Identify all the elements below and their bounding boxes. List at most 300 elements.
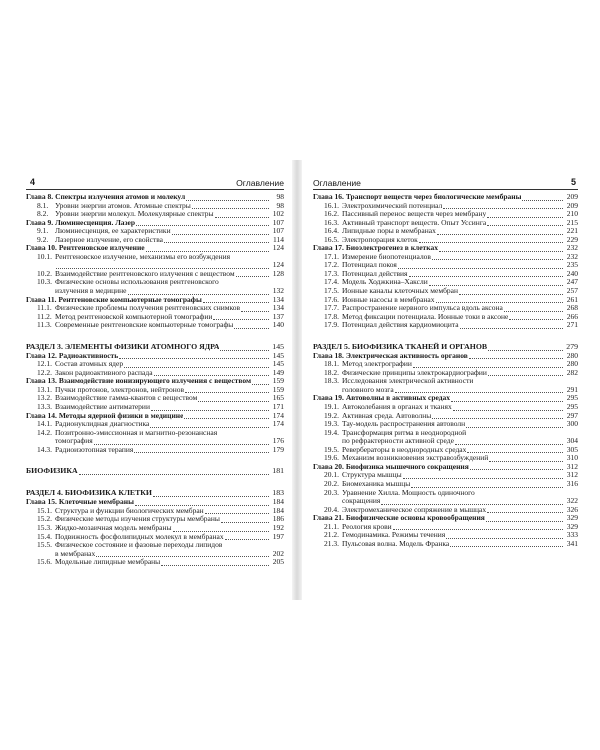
toc-chapter-number: Глава 15. (26, 498, 57, 507)
toc-section-title: Ионные насосы в мембранах (342, 295, 435, 304)
toc-page-number: 282 (566, 367, 578, 377)
toc-section-title: Метод электрографии (342, 360, 412, 369)
toc-section-continuation (313, 497, 578, 506)
toc-chapter (26, 412, 284, 421)
toc-section-number: 19.2. (324, 410, 339, 420)
toc-leader-dots (487, 224, 563, 226)
toc-section (26, 446, 284, 455)
toc-section-continuation (26, 437, 284, 446)
toc-page-number: 181 (272, 466, 284, 476)
toc-leader-dots (439, 250, 563, 252)
toc-chapter-number: Глава 16. (313, 193, 344, 201)
toc-page-number: 280 (566, 359, 578, 369)
toc-page-number: 305 (566, 444, 578, 454)
toc-section-number: 10.2. (37, 268, 52, 278)
toc-section (26, 429, 284, 438)
toc-section-number: 10.3. (37, 277, 52, 287)
toc-section (313, 523, 578, 532)
toc-part (313, 342, 578, 352)
toc-page-number: 137 (272, 311, 284, 321)
toc-section-title: Потенциал покоя (342, 261, 397, 270)
toc-page-number: 280 (566, 350, 578, 360)
toc-section-title: Физические проблемы получения рентгеновских снимков (55, 304, 241, 313)
toc-chapter-number: Глава 14. (26, 411, 57, 420)
toc-page-number: 240 (566, 268, 578, 278)
toc-section-title: Закон радиоактивного распада (55, 368, 153, 377)
toc-leader-dots (459, 293, 563, 295)
toc-leader-dots (192, 207, 269, 209)
toc-section-title: Модельные липидные мембраны (55, 558, 161, 567)
page-number: 4 (30, 177, 36, 187)
toc-page-number: 197 (272, 531, 284, 541)
toc-section-title-continued: в мембранах (55, 549, 96, 558)
toc-part-title: БИОФИЗИКА (26, 466, 78, 476)
toc-section (313, 454, 578, 463)
toc-leader-dots (393, 528, 563, 530)
toc-chapter-number: Глава 18. (313, 351, 344, 360)
toc-leader-dots (486, 520, 563, 522)
toc-section-number: 15.4. (37, 531, 52, 541)
toc-section-title: Автоколебания в органах и тканях (342, 403, 452, 412)
toc-leader-dots (153, 495, 269, 497)
toc-page-number: 145 (272, 350, 284, 360)
toc-section-number: 8.1. (37, 200, 49, 210)
toc-section (26, 369, 284, 378)
toc-section-number: 15.2. (37, 514, 52, 524)
toc-page-number: 295 (566, 393, 578, 403)
toc-part (26, 488, 284, 498)
toc-leader-dots (236, 275, 269, 277)
toc-leader-dots (198, 400, 269, 402)
toc-leader-dots (203, 301, 269, 303)
toc-section-number: 10.1. (37, 251, 52, 261)
toc-spacer (313, 330, 578, 342)
toc-section-title: Пучки протонов, электронов, нейтронов (55, 385, 185, 394)
toc-page-number: 124 (272, 260, 284, 270)
toc-section (313, 321, 578, 330)
toc-page-number: 107 (272, 226, 284, 236)
toc-section-number: 20.1. (324, 470, 339, 480)
toc-section-title: Структура мышцы (342, 471, 402, 480)
toc-page-number: 98 (276, 200, 284, 210)
toc-page-number: 159 (272, 376, 284, 386)
toc-leader-dots (119, 357, 269, 359)
toc-chapter-name: Автоволны в активных средах (345, 394, 451, 403)
toc-page-number: 326 (566, 504, 578, 514)
toc-section (313, 489, 578, 498)
toc-page-number: 310 (566, 453, 578, 463)
toc-page-number: 297 (566, 410, 578, 420)
toc-chapter-number: Глава 9. (26, 218, 54, 227)
toc-section-number: 9.2. (37, 234, 49, 244)
toc-leader-dots (443, 207, 563, 209)
toc-section-number: 14.1. (37, 419, 52, 429)
toc-section (313, 471, 578, 480)
toc-leader-dots (487, 216, 563, 218)
toc-section (313, 261, 578, 270)
toc-section (313, 446, 578, 455)
toc-leader-dots (154, 374, 269, 376)
toc-section-title: Уравнение Хилла. Мощность одиночного (342, 488, 475, 497)
toc-section (313, 287, 578, 296)
toc-leader-dots (488, 349, 563, 351)
toc-page-number: 209 (566, 192, 578, 201)
toc-section-title: Тау-модель распространения автоволн (342, 420, 466, 429)
toc-section-number: 15.5. (37, 540, 52, 550)
toc-page-number: 165 (272, 393, 284, 403)
toc-leader-dots (150, 426, 269, 428)
toc-section (313, 270, 578, 279)
page-header (26, 178, 284, 190)
toc-spacer (26, 454, 284, 466)
toc-chapter-name: Радиоактивность (58, 351, 119, 360)
toc-leader-dots (381, 503, 563, 505)
toc-section-number: 16.3. (324, 217, 339, 227)
toc-leader-dots (489, 460, 563, 462)
toc-page-number: 179 (272, 444, 284, 454)
toc-leader-dots (451, 400, 563, 402)
toc-section (313, 420, 578, 429)
toc-leader-dots (234, 327, 269, 329)
toc-section (313, 506, 578, 515)
toc-leader-dots (413, 366, 563, 368)
toc-page-number: 333 (566, 530, 578, 540)
toc-page-number: 102 (272, 209, 284, 219)
toc-page-number: 124 (272, 243, 284, 253)
toc-section-title: Потенциал действия (342, 269, 408, 278)
toc-leader-dots (398, 267, 563, 269)
toc-section (26, 394, 284, 403)
toc-leader-dots (128, 293, 269, 295)
toc-page-number: 192 (272, 522, 284, 532)
toc-section-number: 16.2. (324, 209, 339, 219)
toc-page-number: 312 (566, 470, 578, 480)
toc-chapter (26, 498, 284, 507)
toc-leader-dots (221, 521, 269, 523)
toc-section-title: Радионуклидная диагностика (55, 420, 150, 429)
toc-section (26, 386, 284, 395)
toc-section-title: Гемодинамика. Режимы течения (342, 531, 446, 540)
toc-leader-dots (186, 199, 269, 201)
toc-page-number: 221 (566, 226, 578, 236)
toc-section (26, 420, 284, 429)
toc-chapter (26, 296, 284, 305)
toc-section (313, 296, 578, 305)
toc-page-number: 98 (276, 192, 284, 201)
toc-section-number: 16.4. (324, 226, 339, 236)
toc-section-title: Лазерное излучение, его свойства (55, 235, 163, 244)
toc-leader-dots (487, 511, 563, 513)
toc-chapter-number: Глава 12. (26, 351, 57, 360)
toc-section (26, 304, 284, 313)
toc-chapter-number: Глава 19. (313, 394, 344, 403)
toc-section (26, 533, 284, 542)
toc-section-title: Пассивный перенос веществ через мембрану (342, 210, 487, 219)
toc-leader-dots (470, 468, 563, 470)
toc-section-title: Распространение нервного импульса вдоль аксона (342, 304, 503, 313)
toc-section (26, 321, 284, 330)
toc-section-number: 15.1. (37, 505, 52, 515)
toc-section (313, 227, 578, 236)
toc-page-number: 329 (566, 513, 578, 523)
toc-section (26, 278, 284, 287)
toc-part (26, 342, 284, 352)
toc-chapter-name: Биофизика мышечного сокращения (345, 462, 469, 471)
toc-page-number: 295 (566, 402, 578, 412)
toc-chapter-number: Глава 21. (313, 514, 344, 523)
toc-section (26, 507, 284, 516)
toc-page-number: 232 (566, 243, 578, 253)
toc-page-number: 184 (272, 497, 284, 507)
toc-section-title: Люминесценция, ее характеристики (55, 227, 171, 236)
toc-section (313, 278, 578, 287)
toc-leader-dots (220, 349, 269, 351)
toc-section-title: Структура и функции биологических мембран (55, 506, 204, 515)
toc-section-continuation (26, 261, 284, 270)
toc-page-number: 114 (273, 234, 284, 244)
toc-section-number: 19.3. (324, 419, 339, 429)
toc-section-title: Физические основы использования рентгеновского (55, 278, 219, 287)
toc-leader-dots (151, 409, 269, 411)
toc-section-continuation (313, 437, 578, 446)
toc-chapter-number: Глава 10. (26, 244, 57, 253)
toc-page-number: 184 (272, 505, 284, 515)
toc-section-number: 13.3. (37, 402, 52, 412)
toc-page-number: 229 (566, 234, 578, 244)
toc-section-number: 15.3. (37, 522, 52, 532)
toc-section-number: 16.1. (324, 200, 339, 210)
toc-chapter-name: Методы ядерной физики в медицине (58, 411, 184, 420)
toc-leader-dots (184, 417, 269, 419)
toc-page-number: 183 (272, 488, 284, 498)
toc-section (313, 377, 578, 386)
toc-chapter-name: Биофизические основы кровообращения (345, 514, 485, 523)
toc-section (26, 403, 284, 412)
running-head: Оглавление (236, 178, 284, 188)
toc-chapter (26, 377, 284, 386)
toc-page-number: 202 (272, 548, 284, 558)
toc-page-number: 271 (566, 320, 578, 330)
toc-section (26, 236, 284, 245)
toc-chapter (26, 352, 284, 361)
toc-section-title: Активная среда. Автоволны (342, 411, 432, 420)
toc-page-number: 215 (566, 217, 578, 227)
toc-page-number: 257 (566, 286, 578, 296)
toc-leader-dots (134, 451, 269, 453)
toc-section-number: 11.1. (37, 303, 52, 313)
toc-page-number: 134 (272, 303, 284, 313)
toc-page-number: 171 (272, 402, 284, 412)
toc-leader-dots (403, 477, 563, 479)
toc-leader-dots (469, 357, 563, 359)
toc-section-number: 16.5. (324, 234, 339, 244)
toc-page-number: 186 (272, 514, 284, 524)
toc-page-number: 266 (566, 311, 578, 321)
toc-page-number: 176 (272, 436, 284, 446)
toc-section (313, 304, 578, 313)
toc-leader-dots (432, 258, 563, 260)
toc-page-number: 291 (566, 384, 578, 394)
book-gutter (292, 160, 302, 600)
toc-section-number: 17.5. (324, 286, 339, 296)
toc-section-title: Взаимодействие гамма-квантов с веществом (55, 394, 198, 403)
toc-section (313, 412, 578, 421)
toc-leader-dots (213, 318, 269, 320)
toc-section-number: 19.6. (324, 453, 339, 463)
toc-section-number: 17.2. (324, 260, 339, 270)
toc-list (313, 193, 578, 548)
toc-page-number: 268 (566, 303, 578, 313)
toc-leader-dots (446, 537, 563, 539)
toc-leader-dots (419, 241, 563, 243)
toc-section-title: Рентгеновское излучение, механизмы его возбуждения (55, 252, 231, 261)
toc-section-title: Электропорация клеток (342, 235, 418, 244)
toc-chapter-name: Биоэлектрогенез в клетках (345, 244, 438, 253)
toc-section-title: Взаимодействие рентгеновского излучения с веществом (55, 269, 235, 278)
toc-section (26, 515, 284, 524)
toc-leader-dots (488, 374, 563, 376)
toc-section-title-continued: томография (55, 437, 93, 446)
toc-section-title: Уровни энергии молекул. Молекулярные спектры (55, 210, 214, 219)
toc-section-number: 17.3. (324, 268, 339, 278)
toc-chapter (26, 193, 284, 202)
toc-page-number: 174 (272, 410, 284, 420)
toc-section-number: 18.3. (324, 376, 339, 386)
toc-page-number: 304 (566, 436, 578, 446)
toc-leader-dots (453, 409, 563, 411)
toc-leader-dots (509, 318, 563, 320)
toc-section-title: Метод рентгеновской компьютерной томографии (55, 312, 213, 321)
toc-section (26, 270, 284, 279)
toc-section (313, 313, 578, 322)
toc-section-title: Уровни энергии атомов. Атомные спектры (55, 201, 191, 210)
toc-page-number: 174 (272, 419, 284, 429)
toc-section (313, 210, 578, 219)
toc-section-title-continued: по рефрактерности активной среде (342, 437, 454, 446)
toc-section-number: 11.2. (37, 311, 52, 321)
toc-leader-dots (146, 250, 269, 252)
toc-section-number: 20.2. (324, 478, 339, 488)
page-header (313, 178, 578, 190)
toc-section (313, 429, 578, 438)
toc-section-title: Позитронно-эмиссионная и магнитно-резонансная (55, 428, 218, 437)
toc-section-title: Трансформация ритма в неоднородной (342, 428, 467, 437)
toc-chapter (313, 463, 578, 472)
toc-section-title: Механизм возникновения экстравозбуждений (342, 454, 489, 463)
toc-section-number: 21.1. (324, 521, 339, 531)
toc-chapter (313, 394, 578, 403)
toc-chapter-title (26, 193, 185, 202)
toc-page-number: 140 (272, 320, 284, 330)
toc-leader-dots (395, 391, 563, 393)
toc-chapter-number: Глава 8. (26, 193, 54, 201)
right-page (313, 178, 578, 548)
toc-section-continuation (313, 386, 578, 395)
toc-page-number: 145 (272, 341, 284, 351)
toc-page-number: 232 (566, 251, 578, 261)
toc-section-title: Метод фиксации потенциала. Ионные токи в аксоне (342, 312, 509, 321)
toc-section (26, 541, 284, 550)
toc-section-title: Ревербераторы в неоднородных средах (342, 445, 467, 454)
toc-section-title: Электрохимический потенциал (342, 201, 443, 210)
toc-section-title: Современные рентгеновские компьютерные томографы (55, 321, 234, 330)
toc-leader-dots (409, 275, 564, 277)
toc-section-number: 9.1. (37, 226, 49, 236)
toc-section-number: 21.3. (324, 538, 339, 548)
toc-section-number: 17.6. (324, 294, 339, 304)
toc-section (313, 219, 578, 228)
toc-chapter-number: Глава 13. (26, 377, 57, 386)
toc-chapter-name: Транспорт веществ через биологические мембраны (345, 193, 522, 201)
toc-section (313, 403, 578, 412)
toc-section-number: 21.2. (324, 530, 339, 540)
toc-leader-dots (252, 383, 269, 385)
toc-leader-dots (225, 538, 269, 540)
toc-section (26, 558, 284, 567)
toc-page-number: 134 (272, 294, 284, 304)
toc-leader-dots (124, 366, 269, 368)
toc-section-number: 17.4. (324, 277, 339, 287)
toc-leader-dots (161, 564, 269, 566)
toc-chapter-title (26, 296, 202, 305)
toc-section-title: Физические принципы электрокардиографии (342, 368, 487, 377)
toc-leader-dots (432, 417, 563, 419)
toc-chapter-name: Рентгеновское излучение (58, 244, 145, 253)
toc-spacer (26, 330, 284, 342)
toc-section-title: Измерение биопотенциалов (342, 252, 431, 261)
toc-leader-dots (455, 443, 563, 445)
toc-page-number: 322 (566, 496, 578, 506)
toc-chapter-number: Глава 11. (26, 295, 57, 304)
toc-section (313, 540, 578, 549)
toc-leader-dots (437, 233, 563, 235)
toc-section-number: 12.1. (37, 359, 52, 369)
toc-leader-dots (504, 310, 563, 312)
toc-section-number: 18.1. (324, 359, 339, 369)
toc-section-number: 17.7. (324, 303, 339, 313)
toc-chapter-name: Электрическая активность органов (345, 351, 468, 360)
toc-section-title-continued: головного мозга (342, 385, 394, 394)
toc-section (313, 236, 578, 245)
toc-section-continuation (26, 287, 284, 296)
toc-leader-dots (436, 301, 563, 303)
toc-section (313, 202, 578, 211)
toc-leader-dots (79, 473, 269, 475)
toc-chapter-name: Спектры излучения атомов и молекул (55, 193, 186, 201)
toc-page-number: 145 (272, 359, 284, 369)
toc-leader-dots (185, 391, 269, 393)
toc-leader-dots (96, 555, 269, 557)
toc-page-number: 107 (272, 217, 284, 227)
toc-chapter-name: Клеточные мембраны (58, 498, 134, 507)
toc-leader-dots (522, 199, 563, 201)
toc-leader-dots (241, 310, 269, 312)
toc-section (26, 227, 284, 236)
toc-spacer (26, 476, 284, 488)
toc-leader-dots (411, 486, 563, 488)
toc-section-number: 14.2. (37, 427, 52, 437)
toc-page-number: 132 (272, 286, 284, 296)
toc-section-title: Физические методы изучения структуры мембраны (55, 515, 220, 524)
toc-section-title: Пульсовая волна. Модель Франка (342, 539, 450, 548)
toc-page-number: 205 (272, 557, 284, 567)
toc-section-title: Реология крови (342, 522, 392, 531)
toc-leader-dots (450, 545, 563, 547)
toc-chapter (313, 352, 578, 361)
toc-section-number: 8.2. (37, 209, 49, 219)
toc-section (313, 369, 578, 378)
toc-section-number: 13.1. (37, 384, 52, 394)
